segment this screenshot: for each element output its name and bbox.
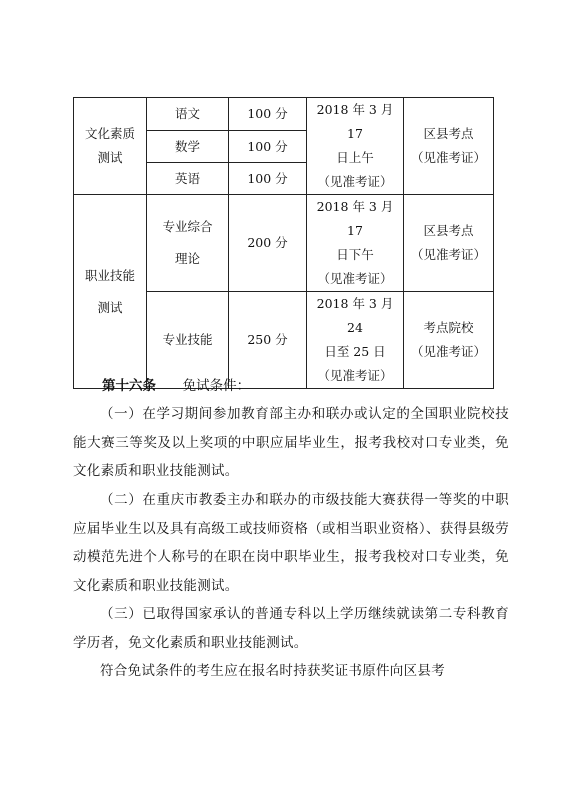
subject-cell: 英语: [147, 163, 229, 195]
subject-cell: 专业综合 理论: [147, 195, 229, 292]
score-cell: 100 分: [229, 98, 307, 131]
article-number: 第十六条: [102, 378, 156, 394]
body-paragraph: （二）在重庆市教委主办和联办的市级技能大赛获得一等奖的中职应届毕业生以及具有高级工或技师资格（或相当职业资格）、获得县级劳动模范先进个人称号的在职在岗中职毕业生，报考我校对口专业类，免文化素质和职业技能测试。: [73, 492, 509, 594]
body-paragraph: （一）在学习期间参加教育部主办和联办或认定的全国职业院校技能大赛三等奖及以上奖项的中职应届毕业生，报考我校对口专业类，免文化素质和职业技能测试。: [73, 406, 509, 479]
table-row: [74, 98, 494, 131]
place-cell: 区县考点 （见准考证）: [404, 98, 494, 195]
place-cell: 区县考点 （见准考证）: [404, 195, 494, 292]
score-cell: 250 分: [229, 292, 307, 389]
table-row: [74, 195, 494, 292]
article-heading: [102, 374, 250, 394]
score-cell: 200 分: [229, 195, 307, 292]
body-paragraph: 符合免试条件的考生应在报名时持获奖证书原件向区县考: [100, 663, 445, 679]
exam-schedule-table: [73, 97, 494, 389]
score-cell: 100 分: [229, 163, 307, 195]
subject-cell: 语文: [147, 98, 229, 131]
place-cell: 考点院校 （见准考证）: [404, 292, 494, 389]
article-title: 免试条件：: [182, 378, 251, 394]
time-cell: 2018 年 3 月 24 日至 25 日 （见准考证）: [307, 292, 404, 389]
time-cell: 2018 年 3 月 17 日上午 （见准考证）: [307, 98, 404, 195]
category-cell: 文化素质 测试: [74, 98, 147, 195]
time-cell: 2018 年 3 月 17 日下午 （见准考证）: [307, 195, 404, 292]
body-paragraph: （三）已取得国家承认的普通专科以上学历继续就读第二专科教育学历者，免文化素质和职业技能测试。: [73, 606, 509, 651]
subject-cell: 数学: [147, 131, 229, 163]
category-cell: 职业技能 测试: [74, 195, 147, 389]
subject-cell: 专业技能: [147, 292, 229, 389]
score-cell: 100 分: [229, 131, 307, 163]
